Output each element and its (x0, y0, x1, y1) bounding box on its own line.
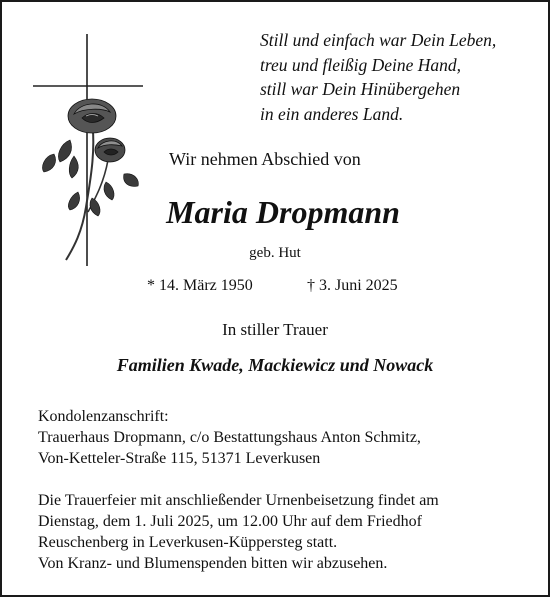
deceased-name: Maria Dropmann (166, 194, 400, 230)
condolence-address (38, 406, 421, 469)
poem-line: in ein anderes Land. (260, 103, 404, 124)
cross-with-rose-icon (30, 32, 150, 268)
ceremony-line: Dienstag, dem 1. Juli 2025, um 12.00 Uhr auf dem Friedhof (38, 513, 422, 530)
ceremony-info (38, 490, 439, 574)
condolence-line: Trauerhaus Dropmann, c/o Bestattungshaus Anton Schmitz, (38, 429, 421, 446)
life-dates (147, 277, 398, 295)
poem-line: Still und einfach war Dein Leben, (260, 30, 497, 50)
ceremony-line: Von Kranz- und Blumenspenden bitten wir abzusehen. (38, 555, 388, 572)
condolence-line: Kondolenzanschrift: (38, 408, 169, 425)
death-date: † 3. Juni 2025 (307, 277, 398, 294)
ceremony-line: Reuschenberg in Leverkusen-Küppersteg statt. (38, 534, 338, 551)
ceremony-line: Die Trauerfeier mit anschließender Urnenbeisetzung findet am (38, 492, 439, 509)
farewell-heading: Wir nehmen Abschied von (169, 149, 361, 169)
mourning-families: Familien Kwade, Mackiewicz und Nowack (116, 355, 434, 375)
poem (260, 28, 540, 126)
birth-date: * 14. März 1950 (147, 277, 253, 294)
condolence-line: Von-Ketteler-Straße 115, 51371 Leverkusen (38, 450, 321, 467)
poem-line: treu und fleißig Deine Hand, (260, 54, 462, 75)
mourning-line: In stiller Trauer (222, 320, 328, 339)
poem-line: still war Dein Hinübergehen (260, 79, 461, 99)
birth-name: geb. Hut (249, 245, 301, 261)
